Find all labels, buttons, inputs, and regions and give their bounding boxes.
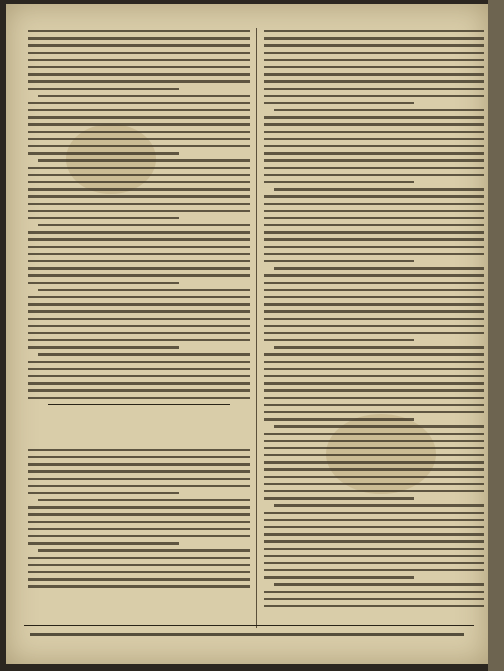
- illegible-text-line: [28, 463, 250, 465]
- illegible-text-line: [264, 353, 484, 355]
- illegible-text-line: [38, 159, 250, 161]
- illegible-text-line: [28, 528, 250, 530]
- left-column: [28, 30, 250, 626]
- illegible-text-line: [264, 80, 484, 82]
- illegible-text-line: [264, 332, 484, 334]
- illegible-text-line: [264, 389, 484, 391]
- illegible-text-line: [264, 116, 484, 118]
- illegible-text-line: [28, 88, 179, 90]
- illegible-text-line: [28, 368, 250, 370]
- illegible-text-line: [28, 542, 179, 544]
- illegible-text-line: [264, 303, 484, 305]
- illegible-text-line: [28, 282, 179, 284]
- illegible-text-line: [28, 456, 250, 458]
- illegible-text-line: [28, 382, 250, 384]
- illegible-text-line: [28, 217, 179, 219]
- illegible-text-line: [28, 195, 250, 197]
- illegible-text-line: [264, 310, 484, 312]
- illegible-text-line: [264, 195, 484, 197]
- illegible-text-line: [264, 433, 484, 435]
- imprint-text-block: [30, 633, 464, 636]
- illegible-text-line: [28, 506, 250, 508]
- illegible-text-line: [28, 578, 250, 580]
- illegible-text-line: [28, 138, 250, 140]
- illegible-text-line: [264, 454, 484, 456]
- illegible-text-line: [28, 310, 250, 312]
- illegible-text-line: [264, 468, 484, 470]
- illegible-text-line: [264, 203, 484, 205]
- illegible-text-line: [28, 210, 250, 212]
- illegible-text-line: [264, 411, 484, 413]
- illegible-text-line: [264, 605, 484, 607]
- illegible-text-line: [264, 167, 484, 169]
- illegible-text-line: [28, 274, 250, 276]
- illegible-text-line: [28, 253, 250, 255]
- illegible-text-line: [264, 555, 484, 557]
- illegible-text-line: [28, 571, 250, 573]
- left-column-body-top: [28, 30, 250, 399]
- illegible-text-line: [264, 339, 414, 341]
- illegible-text-line: [28, 52, 250, 54]
- illegible-text-line: [28, 397, 250, 399]
- illegible-text-line: [28, 585, 250, 587]
- illegible-text-line: [28, 557, 250, 559]
- illegible-text-line: [28, 37, 250, 39]
- illegible-text-line: [264, 66, 484, 68]
- illegible-text-line: [28, 66, 250, 68]
- illegible-text-line: [28, 325, 250, 327]
- illegible-text-line: [264, 246, 484, 248]
- article-byline: [28, 435, 250, 443]
- illegible-text-line: [264, 361, 484, 363]
- illegible-text-line: [264, 123, 484, 125]
- illegible-text-line: [274, 583, 484, 585]
- illegible-text-line: [38, 289, 250, 291]
- illegible-text-line: [264, 569, 484, 571]
- illegible-text-line: [38, 95, 250, 97]
- scan-edge: [488, 0, 504, 671]
- illegible-text-line: [264, 440, 484, 442]
- illegible-text-line: [28, 485, 250, 487]
- illegible-text-line: [264, 174, 484, 176]
- illegible-text-line: [28, 73, 250, 75]
- illegible-text-line: [38, 353, 250, 355]
- illegible-text-line: [38, 549, 250, 551]
- illegible-text-line: [28, 521, 250, 523]
- illegible-text-line: [28, 478, 250, 480]
- illegible-text-line: [264, 591, 484, 593]
- illegible-text-line: [28, 246, 250, 248]
- illegible-text-line: [264, 159, 484, 161]
- illegible-text-line: [264, 181, 414, 183]
- illegible-text-line: [264, 37, 484, 39]
- illegible-text-line: [264, 260, 414, 262]
- illegible-text-line: [28, 152, 179, 154]
- illegible-text-line: [28, 303, 250, 305]
- illegible-text-line: [28, 167, 250, 169]
- illegible-text-line: [28, 389, 250, 391]
- illegible-text-line: [264, 526, 484, 528]
- illegible-text-line: [264, 318, 484, 320]
- illegible-text-line: [264, 418, 414, 420]
- right-column-body: [264, 30, 484, 607]
- section-divider: [48, 404, 230, 405]
- illegible-text-line: [264, 497, 414, 499]
- illegible-text-line: [264, 44, 484, 46]
- illegible-text-line: [264, 325, 484, 327]
- illegible-text-line: [264, 231, 484, 233]
- illegible-text-line: [264, 253, 484, 255]
- illegible-text-line: [28, 346, 179, 348]
- illegible-text-line: [264, 210, 484, 212]
- illegible-text-line: [28, 238, 250, 240]
- illegible-text-line: [264, 490, 484, 492]
- illegible-text-line: [28, 332, 250, 334]
- illegible-text-line: [264, 52, 484, 54]
- illegible-text-line: [264, 397, 484, 399]
- illegible-text-line: [274, 267, 484, 269]
- illegible-text-line: [28, 318, 250, 320]
- illegible-text-line: [264, 238, 484, 240]
- illegible-text-line: [264, 138, 484, 140]
- illegible-text-line: [38, 499, 250, 501]
- illegible-text-line: [264, 533, 484, 535]
- illegible-text-line: [274, 425, 484, 427]
- illegible-text-line: [264, 512, 484, 514]
- illegible-text-line: [28, 188, 250, 190]
- illegible-text-line: [264, 289, 484, 291]
- illegible-text-line: [264, 282, 484, 284]
- illegible-text-line: [28, 44, 250, 46]
- illegible-text-line: [28, 375, 250, 377]
- illegible-text-line: [264, 447, 484, 449]
- illegible-text-line: [264, 368, 484, 370]
- illegible-text-line: [28, 80, 250, 82]
- illegible-text-line: [28, 131, 250, 133]
- illegible-text-line: [274, 109, 484, 111]
- illegible-text-line: [28, 267, 250, 269]
- illegible-text-line: [264, 88, 484, 90]
- illegible-text-line: [28, 361, 250, 363]
- illegible-text-line: [274, 346, 484, 348]
- illegible-text-line: [28, 231, 250, 233]
- illegible-text-line: [264, 30, 484, 32]
- imprint-line: [24, 625, 474, 638]
- article-headline: [28, 411, 250, 423]
- illegible-text-line: [38, 224, 250, 226]
- newspaper-page: [6, 4, 488, 664]
- illegible-text-line: [264, 131, 484, 133]
- illegible-text-line: [28, 174, 250, 176]
- illegible-text-line: [28, 30, 250, 32]
- illegible-text-line: [264, 519, 484, 521]
- illegible-text-line: [264, 102, 414, 104]
- illegible-text-line: [264, 382, 484, 384]
- illegible-text-line: [274, 504, 484, 506]
- illegible-text-line: [264, 59, 484, 61]
- illegible-text-line: [28, 513, 250, 515]
- illegible-text-line: [264, 224, 484, 226]
- illegible-text-line: [264, 404, 484, 406]
- illegible-text-line: [264, 598, 484, 600]
- illegible-text-line: [264, 562, 484, 564]
- illegible-text-line: [264, 483, 484, 485]
- illegible-text-line: [264, 548, 484, 550]
- illegible-text-line: [264, 217, 484, 219]
- article-subheadline: [28, 425, 250, 433]
- illegible-text-line: [264, 152, 484, 154]
- illegible-text-line: [28, 203, 250, 205]
- illegible-text-line: [28, 470, 250, 472]
- illegible-text-line: [264, 73, 484, 75]
- illegible-text-line: [28, 59, 250, 61]
- illegible-text-line: [28, 339, 250, 341]
- illegible-text-line: [28, 564, 250, 566]
- illegible-text-line: [264, 145, 484, 147]
- illegible-text-line: [28, 296, 250, 298]
- illegible-text-line: [264, 461, 484, 463]
- illegible-text-line: [28, 181, 250, 183]
- illegible-text-line: [28, 260, 250, 262]
- illegible-text-line: [264, 95, 484, 97]
- illegible-text-line: [264, 576, 414, 578]
- illegible-text-line: [264, 375, 484, 377]
- illegible-text-line: [28, 492, 179, 494]
- illegible-text-line: [28, 116, 250, 118]
- left-column-body-bottom: [28, 449, 250, 588]
- illegible-text-line: [264, 540, 484, 542]
- illegible-text-line: [264, 274, 484, 276]
- illegible-text-line: [274, 188, 484, 190]
- column-divider: [256, 28, 257, 628]
- illegible-text-line: [28, 145, 250, 147]
- illegible-text-line: [28, 109, 250, 111]
- illegible-text-line: [264, 476, 484, 478]
- illegible-text-line: [28, 535, 250, 537]
- illegible-text-line: [28, 123, 250, 125]
- right-column: [264, 30, 484, 626]
- illegible-text-line: [28, 449, 250, 451]
- illegible-text-line: [264, 296, 484, 298]
- illegible-text-line: [28, 102, 250, 104]
